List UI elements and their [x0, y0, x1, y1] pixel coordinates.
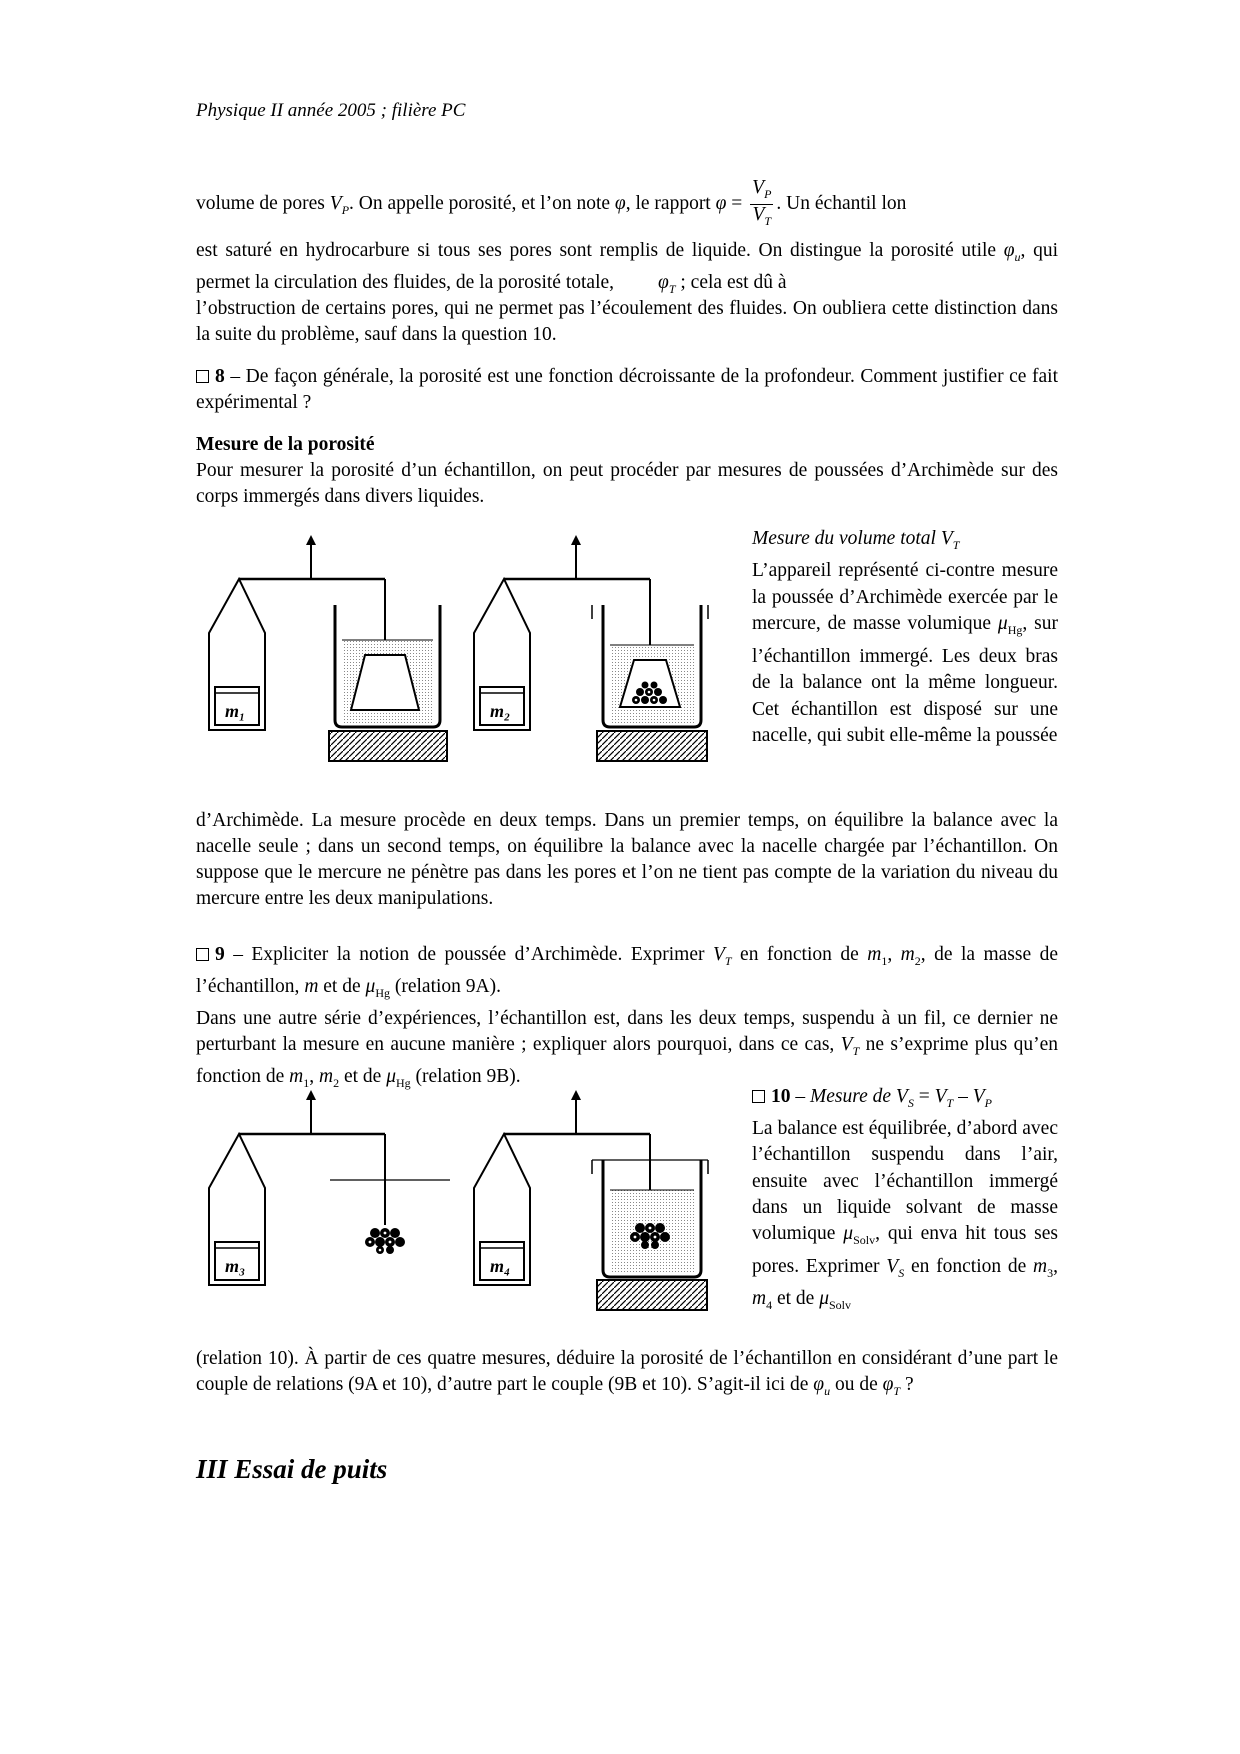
paragraph-relation-10: (relation 10). À partir de ces quatre mesures, déduire la porosité de l’échantillon en considérant d’une part le couple de relations (9A et 10), d’autre part le couple (9B et 10). S’agit-il ici de $\varphi_u$ ou de $\varphi_T$ ? [196, 1348, 1058, 1398]
paragraph-obstruction: l’obstruction de certains pores, qui ne permet pas l’écoulement des fluides. On oubliera cette distinction dans la suite du problème, sauf dans la question 10. [196, 298, 1058, 345]
question-8: 8 – De façon générale, la porosité est une fonction décroissante de la profondeur. Comment justifier ce fait expérimental ? [196, 366, 1058, 413]
paragraph-porosity-def: volume de pores $V_P$. On appelle porosité, et l’on note φ, le rapport φ = $\frac{V_P}{V_T}$ . Un échantil lon [196, 178, 1058, 231]
checkbox-icon [752, 1090, 765, 1103]
mass-label-m4: m₄ [490, 1256, 511, 1276]
paragraph-archimede: d’Archimède. La mesure procède en deux temps. Dans un premier temps, on équilibre la balance avec la nacelle seule ; dans un second temps, on équilibre la balance avec la nacelle chargée par l’échantillon. On suppose que le mercure ne pénètre pas dans les pores et l’on ne tient pas compte de la variation du niveau du mercure entre les deux manipulations. [196, 810, 1058, 909]
mass-label-m3: m₃ [225, 1256, 246, 1276]
checkbox-icon [196, 370, 209, 383]
checkbox-icon [196, 948, 209, 961]
question-9: 9 – Expliciter la notion de poussée d’Archimède. Exprimer $V_T$ en fonction de $m_1$, $m_2$, de la masse de l’échantillon, m et de $\mu_{Hg}$ (relation 9A). [196, 944, 1059, 1000]
balance-figure-1 [205, 535, 450, 770]
question-10: 10 – Mesure de $V_S = V_T - V_P$ La balance est équilibrée, d’abord avec l’échantillon suspendu dans l’air, ensuite avec l’échantillon immergé dans un liquide solvant de masse volumique $\mu_{Solv}$, qui enva hit tous ses pores. Exprimer $V_S$ en fonction de $m_3$, $m_4$ et de $\mu_{Solv}$ [752, 1086, 1058, 1312]
paragraph-porosity-types: est saturé en hydrocarbure si tous ses pores sont remplis de liquide. On distingue la porosité utile $\varphi_u$, qui permet la circulation des fluides, de la porosité totale, $\varphi_T$ ; cela est dû à [196, 240, 1058, 296]
balance-figure-2 [470, 535, 720, 770]
porosity-fraction: $\frac{V_P}{V_T}$ [752, 177, 772, 228]
mass-label-m1: m₁ [225, 701, 246, 721]
side-text-volume-total: Mesure du volume total $V_T$ L’appareil représenté ci-contre mesure la poussée d’Archimède exercée par le mercure, de masse volumique $\mu_{Hg}$, sur l’échantillon immergé. Les deux bras de la balance ont la même longueur. Cet échantillon est disposé sur une nacelle, qui subit elle-même la poussée [752, 528, 1058, 747]
section-title: III Essai de puits [196, 1454, 388, 1484]
section-mesure-porosite: Mesure de la porosité Pour mesurer la porosité d’un échantillon, on peut procéder par mesures de poussées d’Archimède sur des corps immergés dans divers liquides. [196, 434, 1058, 507]
subheading: Mesure de la porosité [196, 434, 375, 455]
page-header: Physique II année 2005 ; filière PC [196, 100, 466, 121]
balance-figure-4 [470, 1090, 720, 1315]
paragraph-fil: Dans une autre série d’expériences, l’échantillon est, dans les deux temps, suspendu à un fil, ce dernier ne perturbant la mesure en aucune manière ; expliquer alors pourquoi, dans ce cas, $V_T$ ne s’exprime plus qu’en fonction de $m_1$, $m_2$ et de $\mu_{Hg}$ (relation 9B). [196, 1008, 1058, 1090]
mass-label-m2: m₂ [490, 701, 511, 721]
balance-figure-3 [205, 1090, 455, 1315]
